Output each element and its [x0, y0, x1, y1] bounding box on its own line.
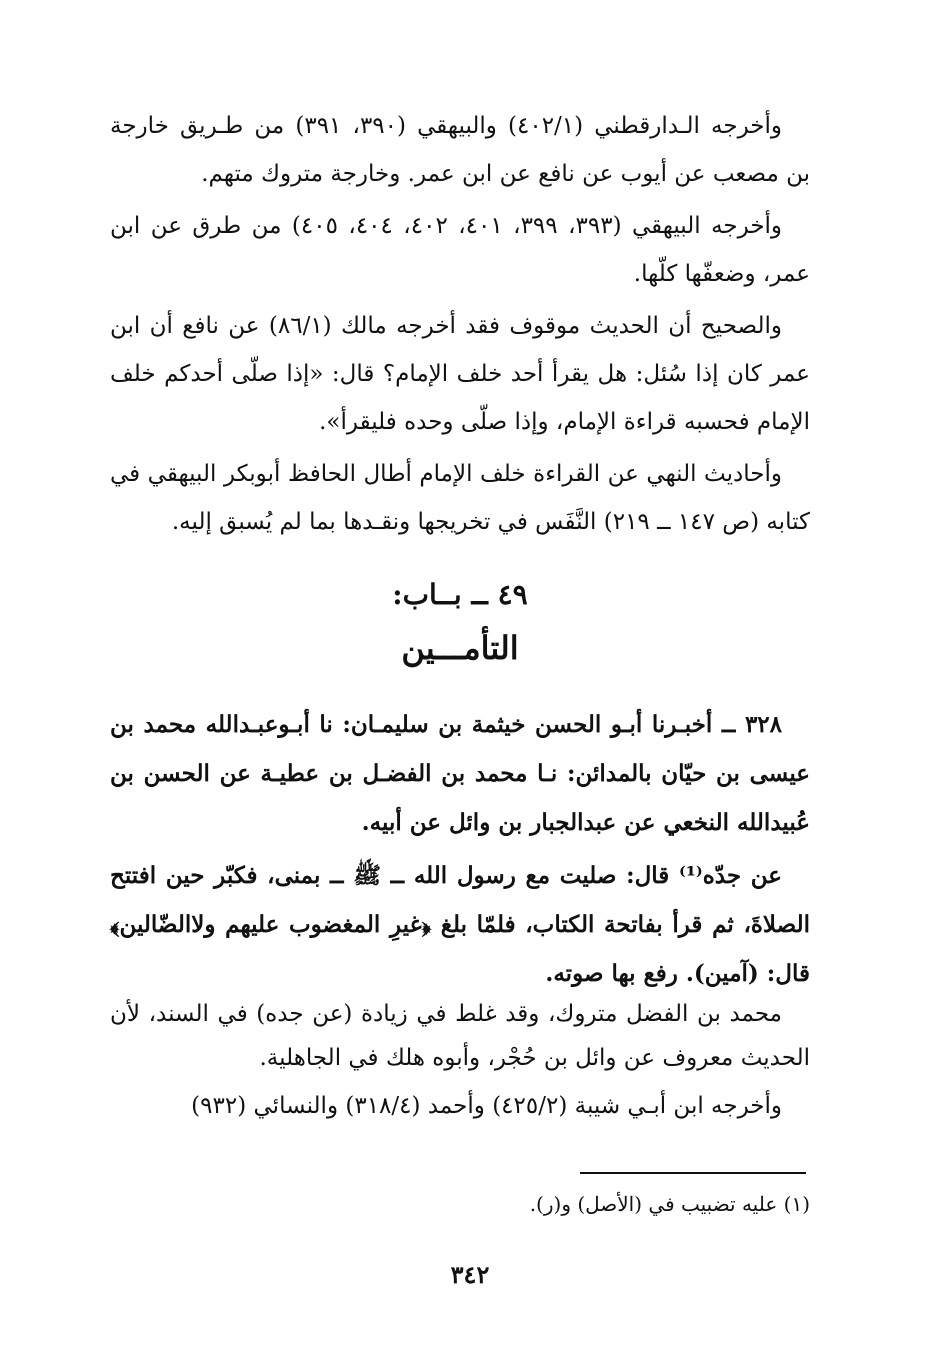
paragraph-prohibition: وأحاديث النهي عن القراءة خلف الإمام أطال الحافظ أبوبكر البيهقي في كتابه (ص ١٤٧ ــ ٢١٩) النَّفَس في تخريجها ونقـدها بما لم يُسبق إليه.: [110, 461, 810, 535]
chapter-title: التأمـــين: [401, 629, 519, 667]
footnote: (١) عليه تضبيب في (الأصل) و(ر).: [529, 1192, 810, 1216]
commentary-sources: وأخرجه ابن أبـي شيبة (٤٢٥/٢) وأحمد (٣١٨/٤) والنسائي (٩٣٢): [191, 1093, 782, 1119]
commentary-text-block: [110, 992, 810, 1128]
paragraph-bayhaqi: وأخرجه البيهقي (٣٩٣، ٣٩٩، ٤٠١، ٤٠٢، ٤٠٤، ٤٠٥) من طرق عن ابن عمر، وضعفّها كلّها.: [110, 213, 810, 287]
top-text-block: [110, 102, 810, 546]
footnote-divider: [580, 1172, 806, 1174]
paragraph-daraqutni: وأخرجه الـدارقطني (٤٠٢/١) والبيهقي (٣٩٠، ٣٩١) من طـريق خارجة بن مصعب عن أيوب عن نافع عن ابن عمر. وخارجة متروك متهم.: [110, 113, 810, 187]
hadith-matn: عن جدّه⁽¹⁾ قال: صليت مع رسول الله ــ ﷺ ــ بمنى، فكبّر حين افتتح الصلاةَ، ثم قرأ بفاتحة الكتاب، فلمّا بلغ ﴿غيرِ المغضوب عليهم ولاالضّالين﴾ قال: (آمين). رفع بها صوته.: [110, 862, 810, 987]
commentary-narrator: محمد بن الفضل متروك، وقد غلط في زيادة (عن جده) في السند، لأن الحديث معروف عن وائل بن حُجْر، وأبوه هلك في الجاهلية.: [110, 1001, 810, 1071]
page-number: ٣٤٢: [450, 1260, 490, 1289]
hadith-text-block: [110, 700, 810, 998]
paragraph-malik: والصحيح أن الحديث موقوف فقد أخرجه مالك (٨٦/١) عن نافع أن ابن عمر كان إذا سُئل: هل يقرأ أحد خلف الإمام؟ قال: «إذا صلّى أحدكم خلف الإمام فحسبه قراءة الإمام، وإذا صلّى وحده فليقرأ».: [110, 313, 810, 435]
chapter-number: ٤٩ ــ بــاب:: [392, 578, 528, 611]
hadith-isnad: ٣٢٨ ــ أخبـرنا أبـو الحسن خيثمة بن سليمـان: نا أبـوعبـدالله محمد بن عيسى بن حيّان بالمدائن: نـا محمد بن الفضـل بن عطيـة عن الحسن بن عُبيدالله النخعي عن عبدالجبار بن وائل عن أبيه.: [110, 711, 810, 836]
